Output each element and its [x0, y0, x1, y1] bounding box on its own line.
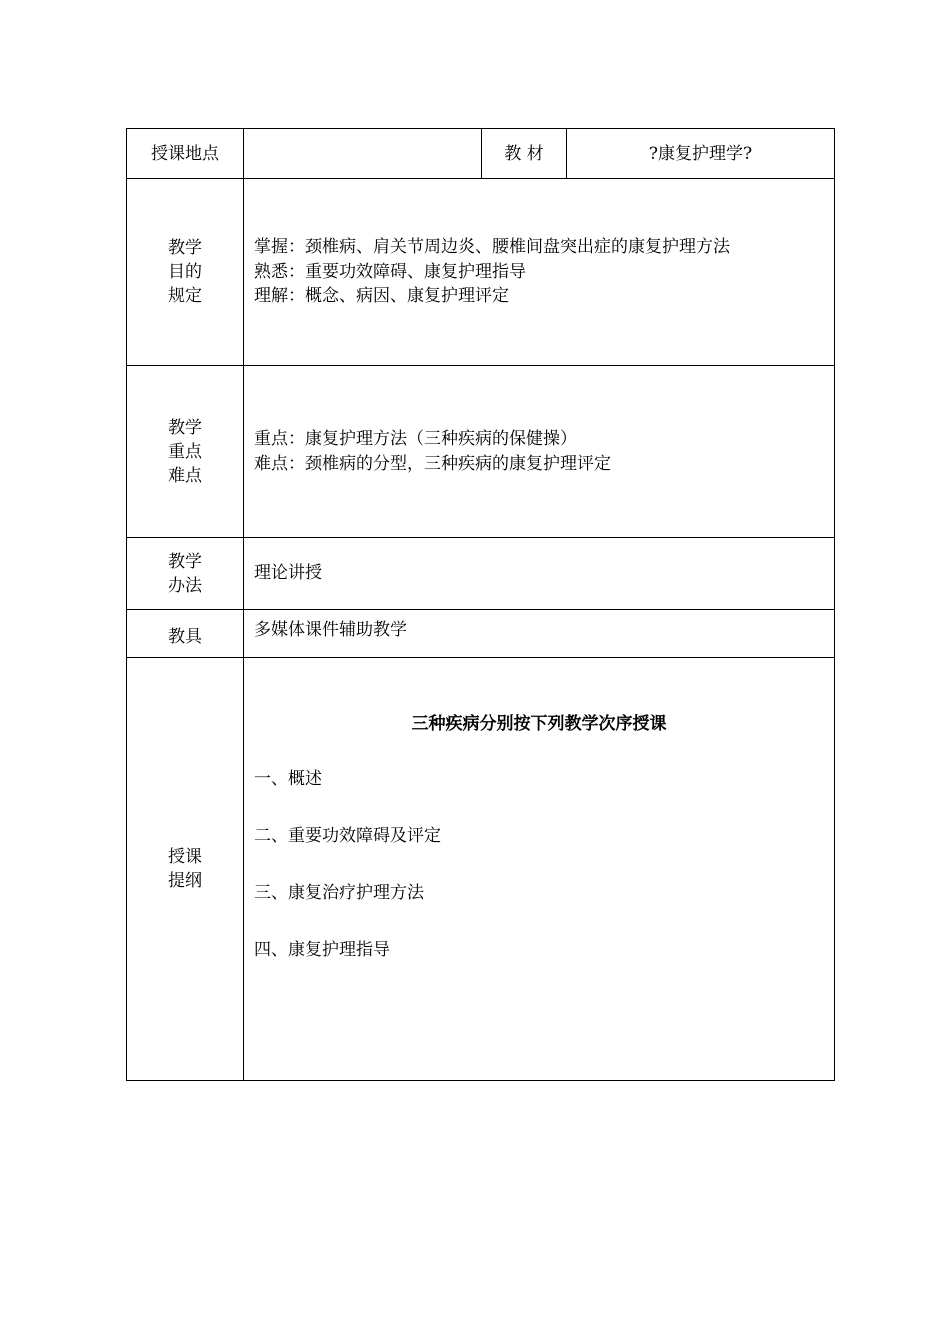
outline-item-dysfunction: 二、重要功效障碍及评定 [254, 825, 441, 846]
key-points-label-line: 教学 [168, 417, 202, 438]
method-value: 理论讲授 [244, 538, 835, 610]
header-row [127, 129, 835, 179]
outline-label-line: 授课 [168, 847, 202, 867]
objectives-label-line: 规定 [168, 286, 202, 306]
objectives-content [244, 179, 835, 366]
outline-label [127, 658, 244, 1081]
material-value: ?康复护理学? [567, 129, 835, 179]
objectives-label [127, 179, 244, 366]
key-points-label-line: 重点 [168, 441, 202, 462]
outline-label-line: 提纲 [168, 871, 202, 891]
objectives-label-line: 教学 [168, 238, 202, 258]
outline-item-overview: 一、概述 [254, 768, 322, 789]
method-row [127, 538, 835, 610]
method-label-line: 办法 [168, 575, 202, 596]
difficulty-line: 难点：颈椎病的分型，三种疾病的康复护理评定 [254, 453, 611, 474]
objective-line-understand: 理解：概念、病因、康复护理评定 [254, 286, 509, 307]
key-points-label-line: 难点 [168, 465, 202, 486]
objectives-label-line: 目的 [168, 262, 202, 282]
place-label: 授课地点 [127, 129, 244, 179]
objectives-row [127, 179, 835, 366]
key-point-line: 重点：康复护理方法（三种疾病的保健操） [254, 429, 577, 449]
key-points-row [127, 366, 835, 538]
tools-value: 多媒体课件辅助教学 [244, 610, 835, 658]
method-label-line: 教学 [168, 551, 202, 572]
objective-line-master: 掌握：颈椎病、肩关节周边炎、腰椎间盘突出症的康复护理方法 [254, 237, 730, 258]
outline-row [127, 658, 835, 1081]
outline-content [244, 658, 835, 1081]
outline-title: 三种疾病分别按下列教学次序授课 [411, 714, 667, 734]
key-points-label [127, 366, 244, 538]
outline-item-nursing-method: 三、康复治疗护理方法 [254, 882, 424, 903]
place-value [244, 129, 482, 179]
outline-item-guidance: 四、康复护理指导 [254, 939, 390, 960]
key-points-content [244, 366, 835, 538]
tools-row [127, 610, 835, 658]
lesson-plan-table [126, 128, 835, 1081]
objective-line-familiar: 熟悉：重要功效障碍、康复护理指导 [254, 261, 526, 282]
tools-label: 教具 [127, 610, 244, 658]
material-label: 教 材 [482, 129, 567, 179]
method-label [127, 538, 244, 610]
